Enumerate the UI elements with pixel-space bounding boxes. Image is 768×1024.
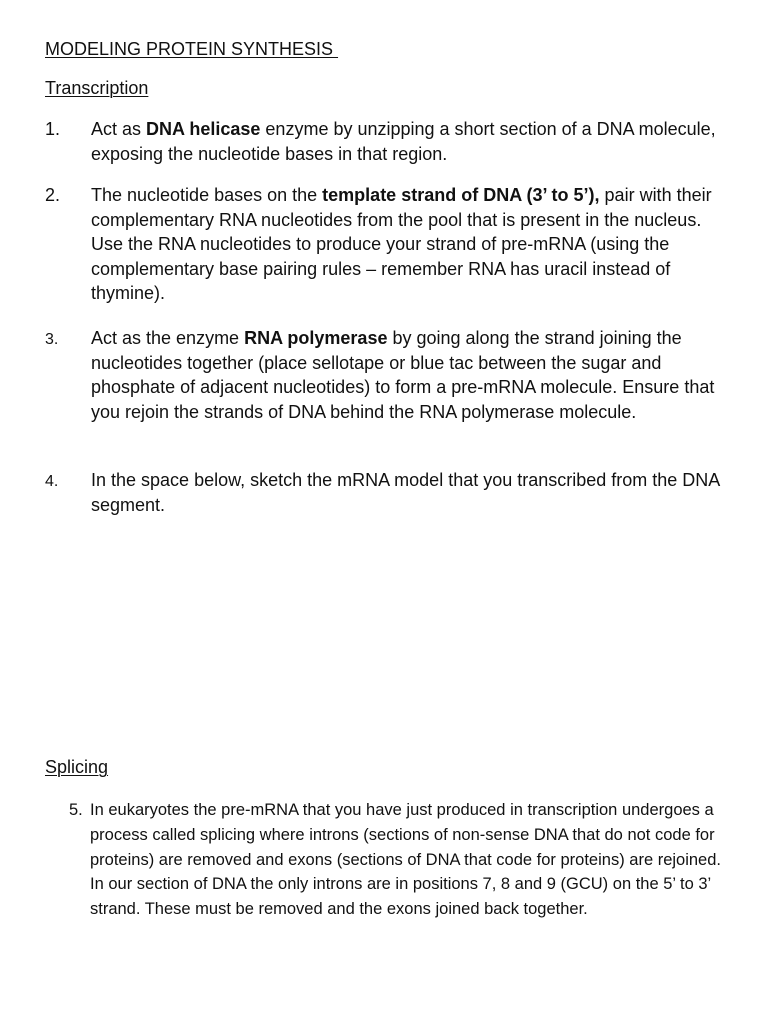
- section-heading-splicing: Splicing: [45, 757, 109, 777]
- text-run: Act as the enzyme: [91, 328, 245, 348]
- item-text: [91, 183, 735, 306]
- list-item-5: [69, 798, 729, 922]
- item-number: 2.: [45, 185, 61, 205]
- text-run: Act as: [91, 119, 147, 139]
- item-number: 3.: [45, 331, 59, 348]
- item-number: 1.: [45, 119, 61, 139]
- bold-term: template strand of DNA (3’ to 5’),: [322, 185, 600, 205]
- item-text: In the space below, sketch the mRNA model that you transcribed from the DNA segment.: [91, 470, 720, 515]
- item-text: [91, 326, 735, 424]
- text-run: enzyme by unzipping a short section of a DNA molecule, exposing the nucleotide bases in that region.: [91, 119, 716, 164]
- item-text: [91, 117, 735, 166]
- list-item-4: [45, 468, 735, 517]
- text-run: by going along the strand joining the nucleotides together (place sellotape or blue tac between the sugar and phosphate of adjacent nucleotides) to form a pre-mRNA molecule. Ensure that you rejoin the strands of DNA behind the RNA polymerase molecule.: [91, 328, 715, 422]
- list-item-3: [45, 326, 735, 424]
- list-item-2: [45, 183, 735, 306]
- item-number: 5.: [69, 801, 83, 819]
- text-run: The nucleotide bases on the: [91, 185, 323, 205]
- bold-term: RNA polymerase: [244, 328, 388, 348]
- text-run: pair with their complementary RNA nucleotides from the pool that is present in the nucleus. Use the RNA nucleotides to produce your strand of pre-mRNA (using the complementary base pairing rules – remember RNA has uracil instead of thymine).: [91, 185, 712, 303]
- item-text: In eukaryotes the pre-mRNA that you have just produced in transcription undergoes a process called splicing where introns (sections of non-sense DNA that do not code for proteins) are removed and exons (sections of DNA that code for proteins) are rejoined. In our section of DNA the only introns are in positions 7, 8 and 9 (GCU) on the 5’ to 3’ strand. These must be removed and the exons joined back together.: [90, 801, 721, 919]
- bold-term: DNA helicase: [146, 119, 261, 139]
- list-item-1: [45, 117, 735, 166]
- document-title: MODELING PROTEIN SYNTHESIS: [45, 39, 339, 59]
- item-number: 4.: [45, 473, 59, 490]
- section-heading-transcription: Transcription: [45, 78, 149, 98]
